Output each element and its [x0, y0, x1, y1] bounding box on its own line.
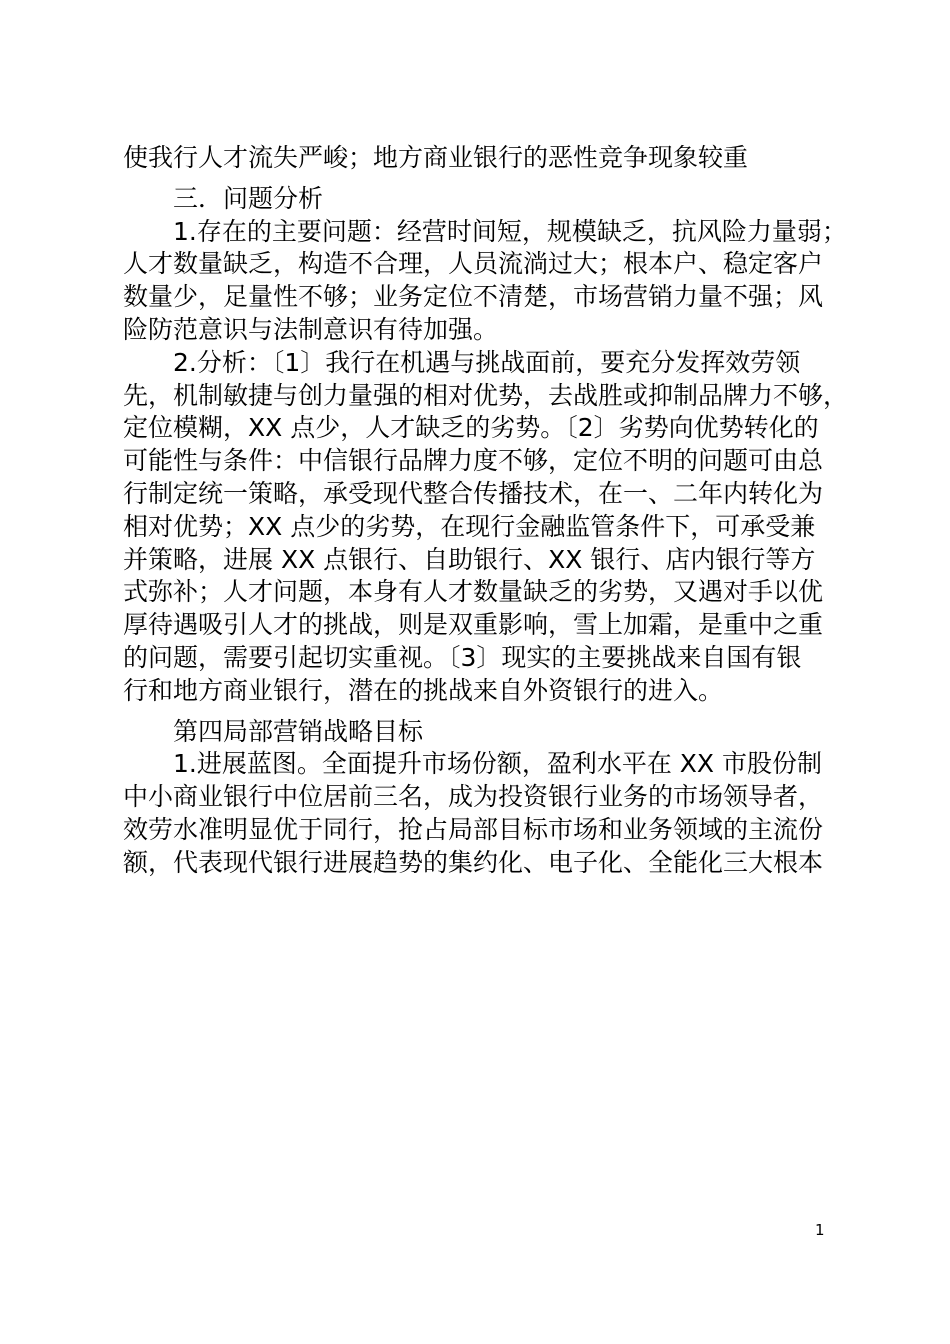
text-line: 并策略，进展 XX 点银行、自助银行、XX 银行、店内银行等方 [123, 544, 816, 574]
page-number: 1 [815, 1221, 825, 1239]
text-line: 额，代表现代银行进展趋势的集约化、电子化、全能化三大根本 [123, 847, 824, 877]
text-line: 厚待遇吸引人才的挑战，则是双重影响，雪上加霜，是重中之重 [123, 610, 824, 640]
text-line: 行制定统一策略，承受现代整合传播技术，在一、二年内转化为 [123, 478, 824, 508]
text-line: 相对优势；XX 点少的劣势，在现行金融监管条件下，可承受兼 [123, 511, 816, 541]
section-heading: 三．问题分析 [173, 183, 324, 213]
text-line: 2.分析：〔1〕我行在机遇与挑战面前，要充分发挥效劳领 [173, 347, 801, 377]
text-line: 人才数量缺乏，构造不合理，人员流淌过大；根本户、稳定客户 [123, 249, 824, 279]
text-line: 的问题，需要引起切实重视。〔3〕现实的主要挑战来自国有银 [123, 642, 802, 672]
text-line: 定位模糊，XX 点少，人才缺乏的劣势。〔2〕劣势向优势转化的 [123, 413, 819, 443]
text-line: 行和地方商业银行，潜在的挑战来自外资银行的进入。 [123, 675, 724, 705]
text-line: 中小商业银行中位居前三名，成为投资银行业务的市场领导者， [123, 782, 824, 812]
text-line: 1.进展蓝图。全面提升市场份额，盈利水平在 XX 市股份制 [173, 749, 823, 779]
text-line: 式弥补；人才问题，本身有人才数量缺乏的劣势，又遇对手以优 [123, 577, 824, 607]
text-line: 数量少，足量性不够；业务定位不清楚，市场营销力量不强；风 [123, 282, 824, 312]
section-heading: 第四局部营销战略目标 [173, 716, 424, 746]
text-line: 1.存在的主要问题：经营时间短，规模缺乏，抗风险力量弱； [173, 216, 847, 246]
body-text [123, 142, 849, 880]
text-line: 险防范意识与法制意识有待加强。 [123, 314, 499, 344]
text-line: 可能性与条件：中信银行品牌力度不够，定位不明的问题可由总 [123, 446, 824, 476]
text-line: 使我行人才流失严峻；地方商业银行的恶性竞争现象较重 [123, 143, 749, 172]
text-line: 先，机制敏捷与创力量强的相对优势，去战胜或抑制品牌力不够， [123, 380, 849, 410]
text-line: 效劳水准明显优于同行，抢占局部目标市场和业务领域的主流份 [123, 814, 824, 844]
